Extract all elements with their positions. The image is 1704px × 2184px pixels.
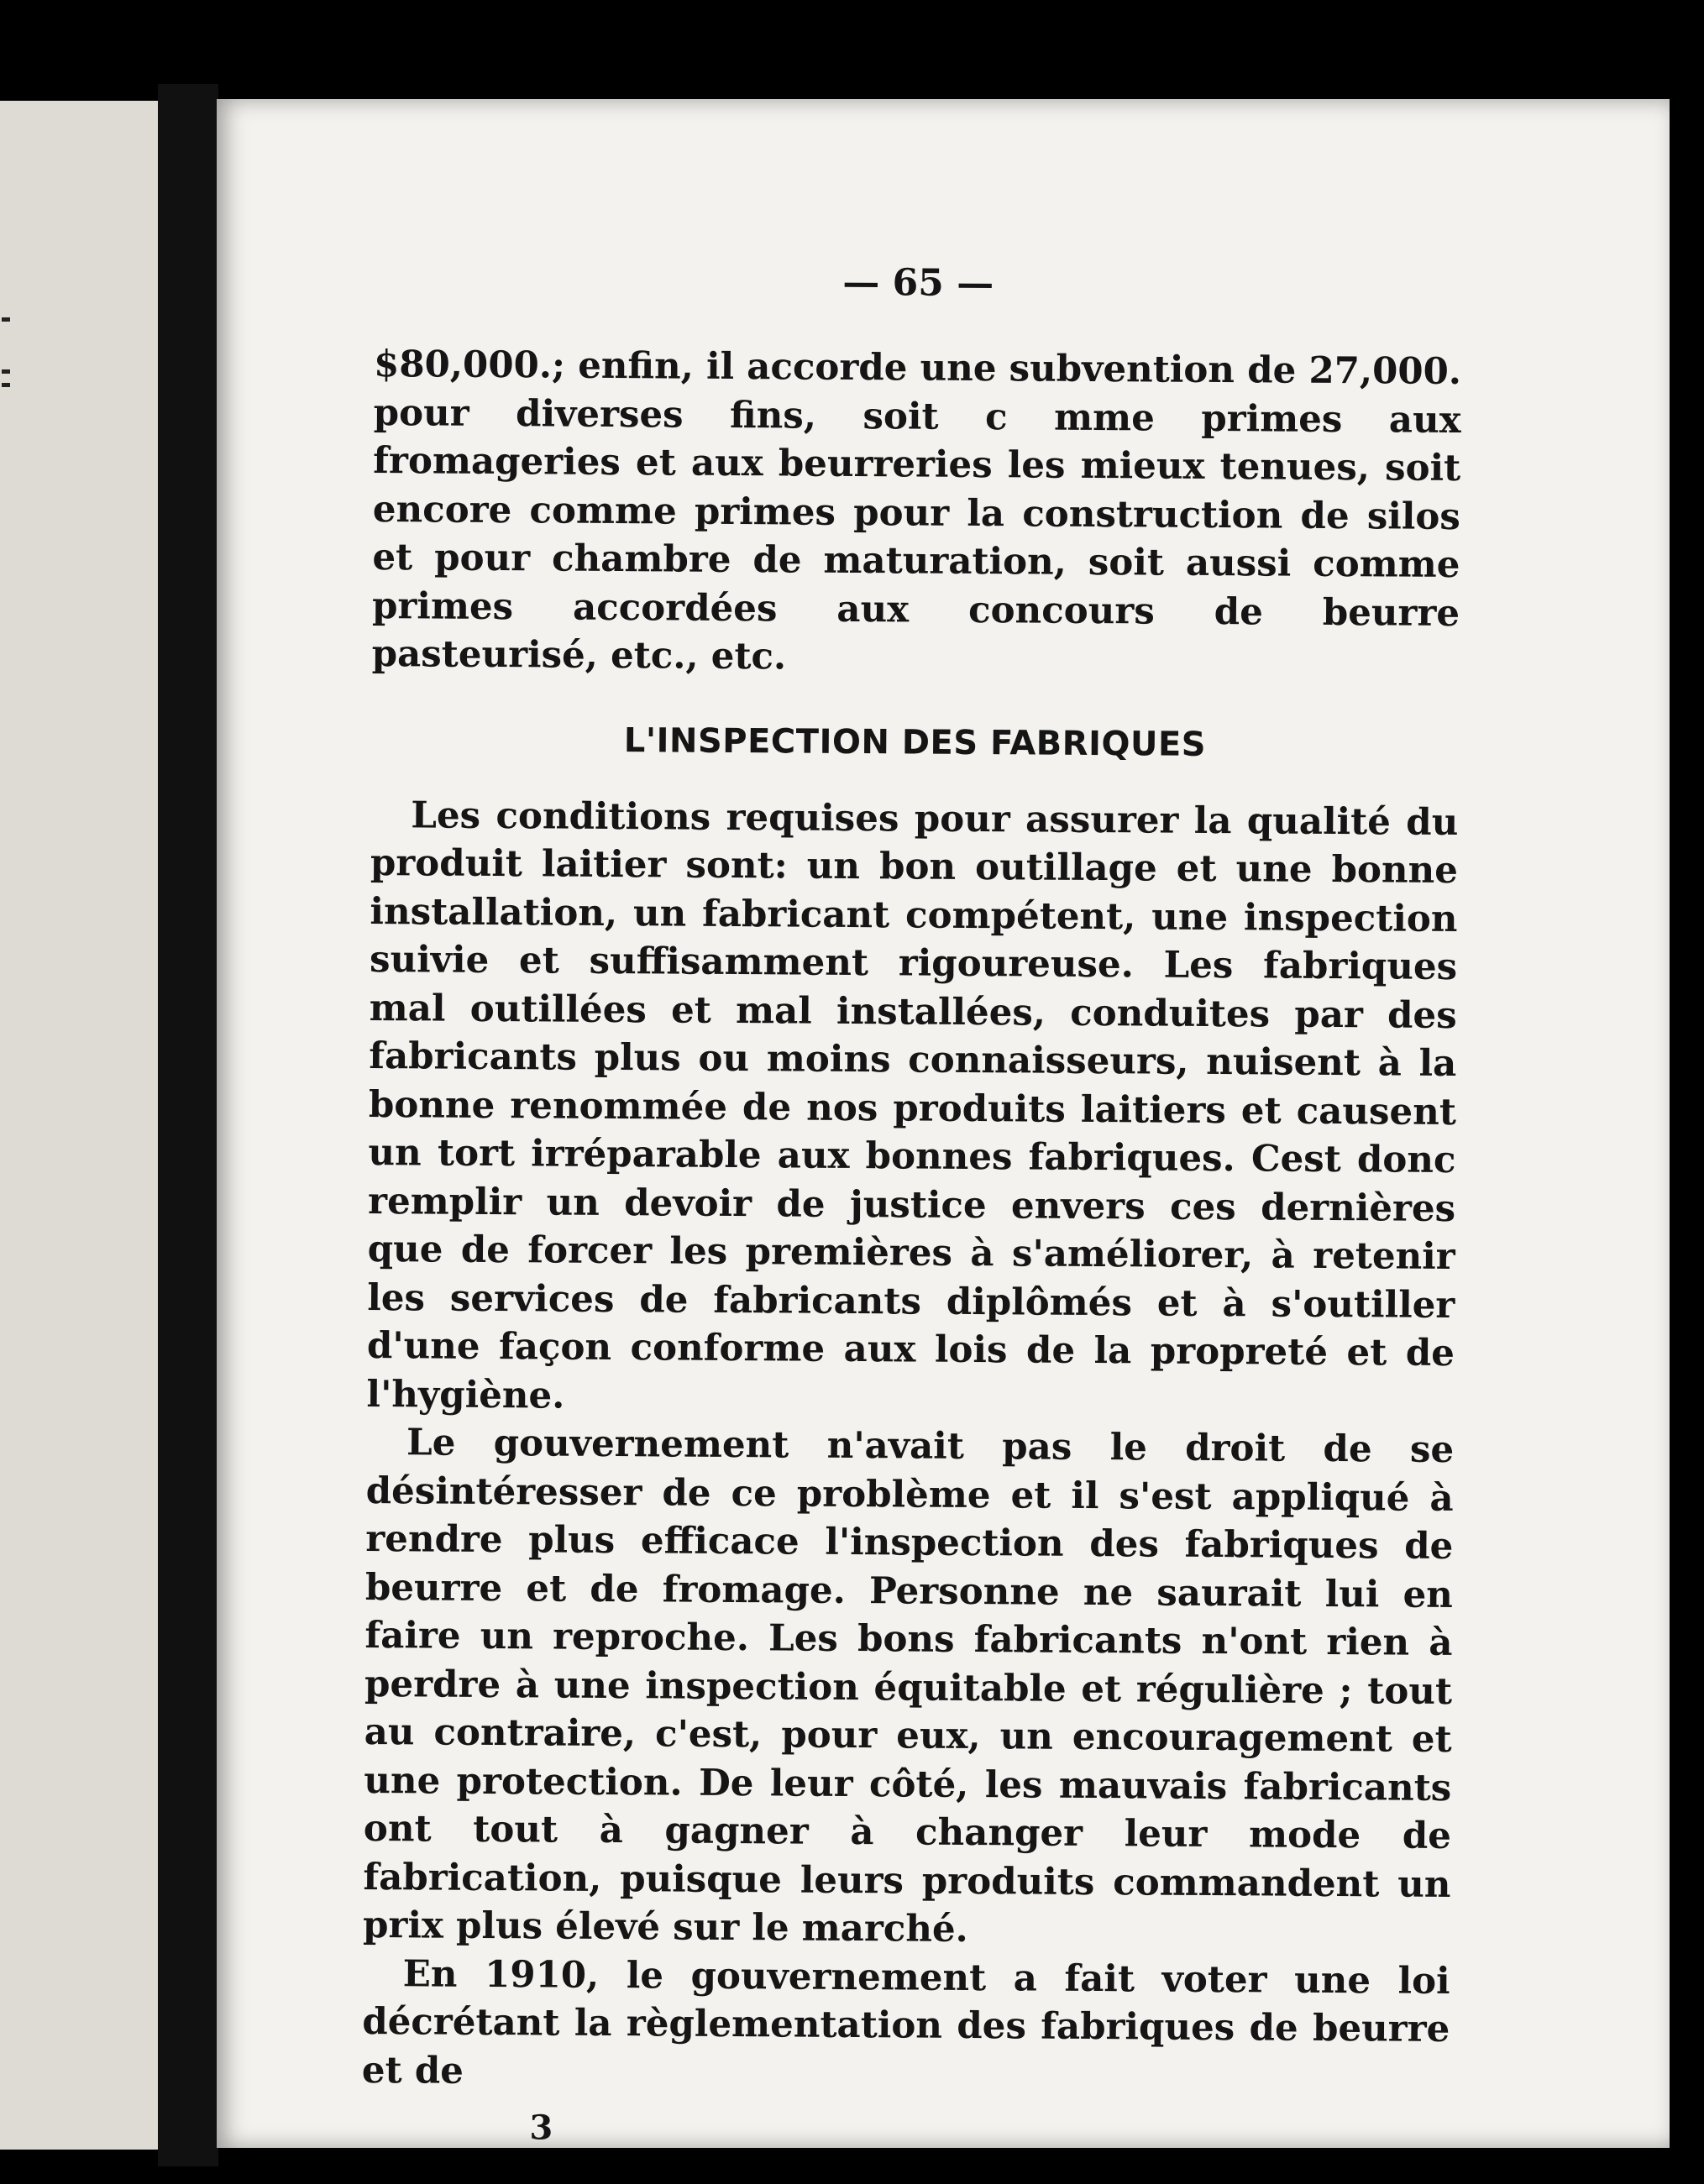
page-number: — 65 — <box>842 260 994 306</box>
page-65 <box>217 99 1670 2148</box>
paragraph: Les conditions requises pour assurer la qualité du produit laitier sont: un bon outillage et une bonne installation, un fabricant compétent, une inspection suivie et suffisamment rigoureuse. Les fabriques mal outillées et mal installées, conduites par des fabricants plus ou moins connaisseurs, nuisent à la bonne renommée de nos produits laitiers et causent un tort irréparable aux bonnes fabriques. Cest donc remplir un devoir de justice envers ces dernières que de forcer les premières à s'améliorer, à retenir les services de fabricants diplômés et à s'outiller d'une façon conforme aux lois de la propreté et de l'hygiène. <box>366 793 1459 1417</box>
paragraph: Le gouvernement n'avait pas le droit de se désintéresser de ce problème et il s'est appliqué à rendre plus efficace l'inspection des fabriques de beurre et de fromage. Personne ne saurait lui en faire un reproche. Les bons fabricants n'ont rien à perdre à une inspection équitable et régulière ; tout au contraire, c'est, pour eux, un encouragement et une protection. De leur côté, les mauvais fabricants ont tout à gagner à changer leur mode de fabrication, puisque leurs produits commandent un prix plus élevé sur le marché. <box>362 1421 1455 1951</box>
ink-mark <box>2 383 10 387</box>
signature-mark: 3 <box>529 2108 553 2148</box>
section-heading: L'INSPECTION DES FABRIQUES <box>623 720 1207 764</box>
page-text <box>361 254 1462 2155</box>
left-page-edge <box>0 101 160 2150</box>
ink-mark <box>2 317 10 322</box>
book-gutter <box>158 84 218 2166</box>
opening-paragraph: $80,000.; enfin, il accorde une subvention de 27,000. pour diverses fins, soit c mme primes aux fromageries et aux beurreries les mieux tenues, soit encore comme primes pour la construction de silos et pour chambre de maturation, soit aussi comme primes accordées aux concours de beurre pasteurisé, etc., etc. <box>371 342 1462 678</box>
paragraph: En 1910, le gouvernement a fait voter une loi décrétant la règlementation des fabriques de beurre et de <box>361 1951 1450 2092</box>
ink-mark <box>2 369 10 374</box>
